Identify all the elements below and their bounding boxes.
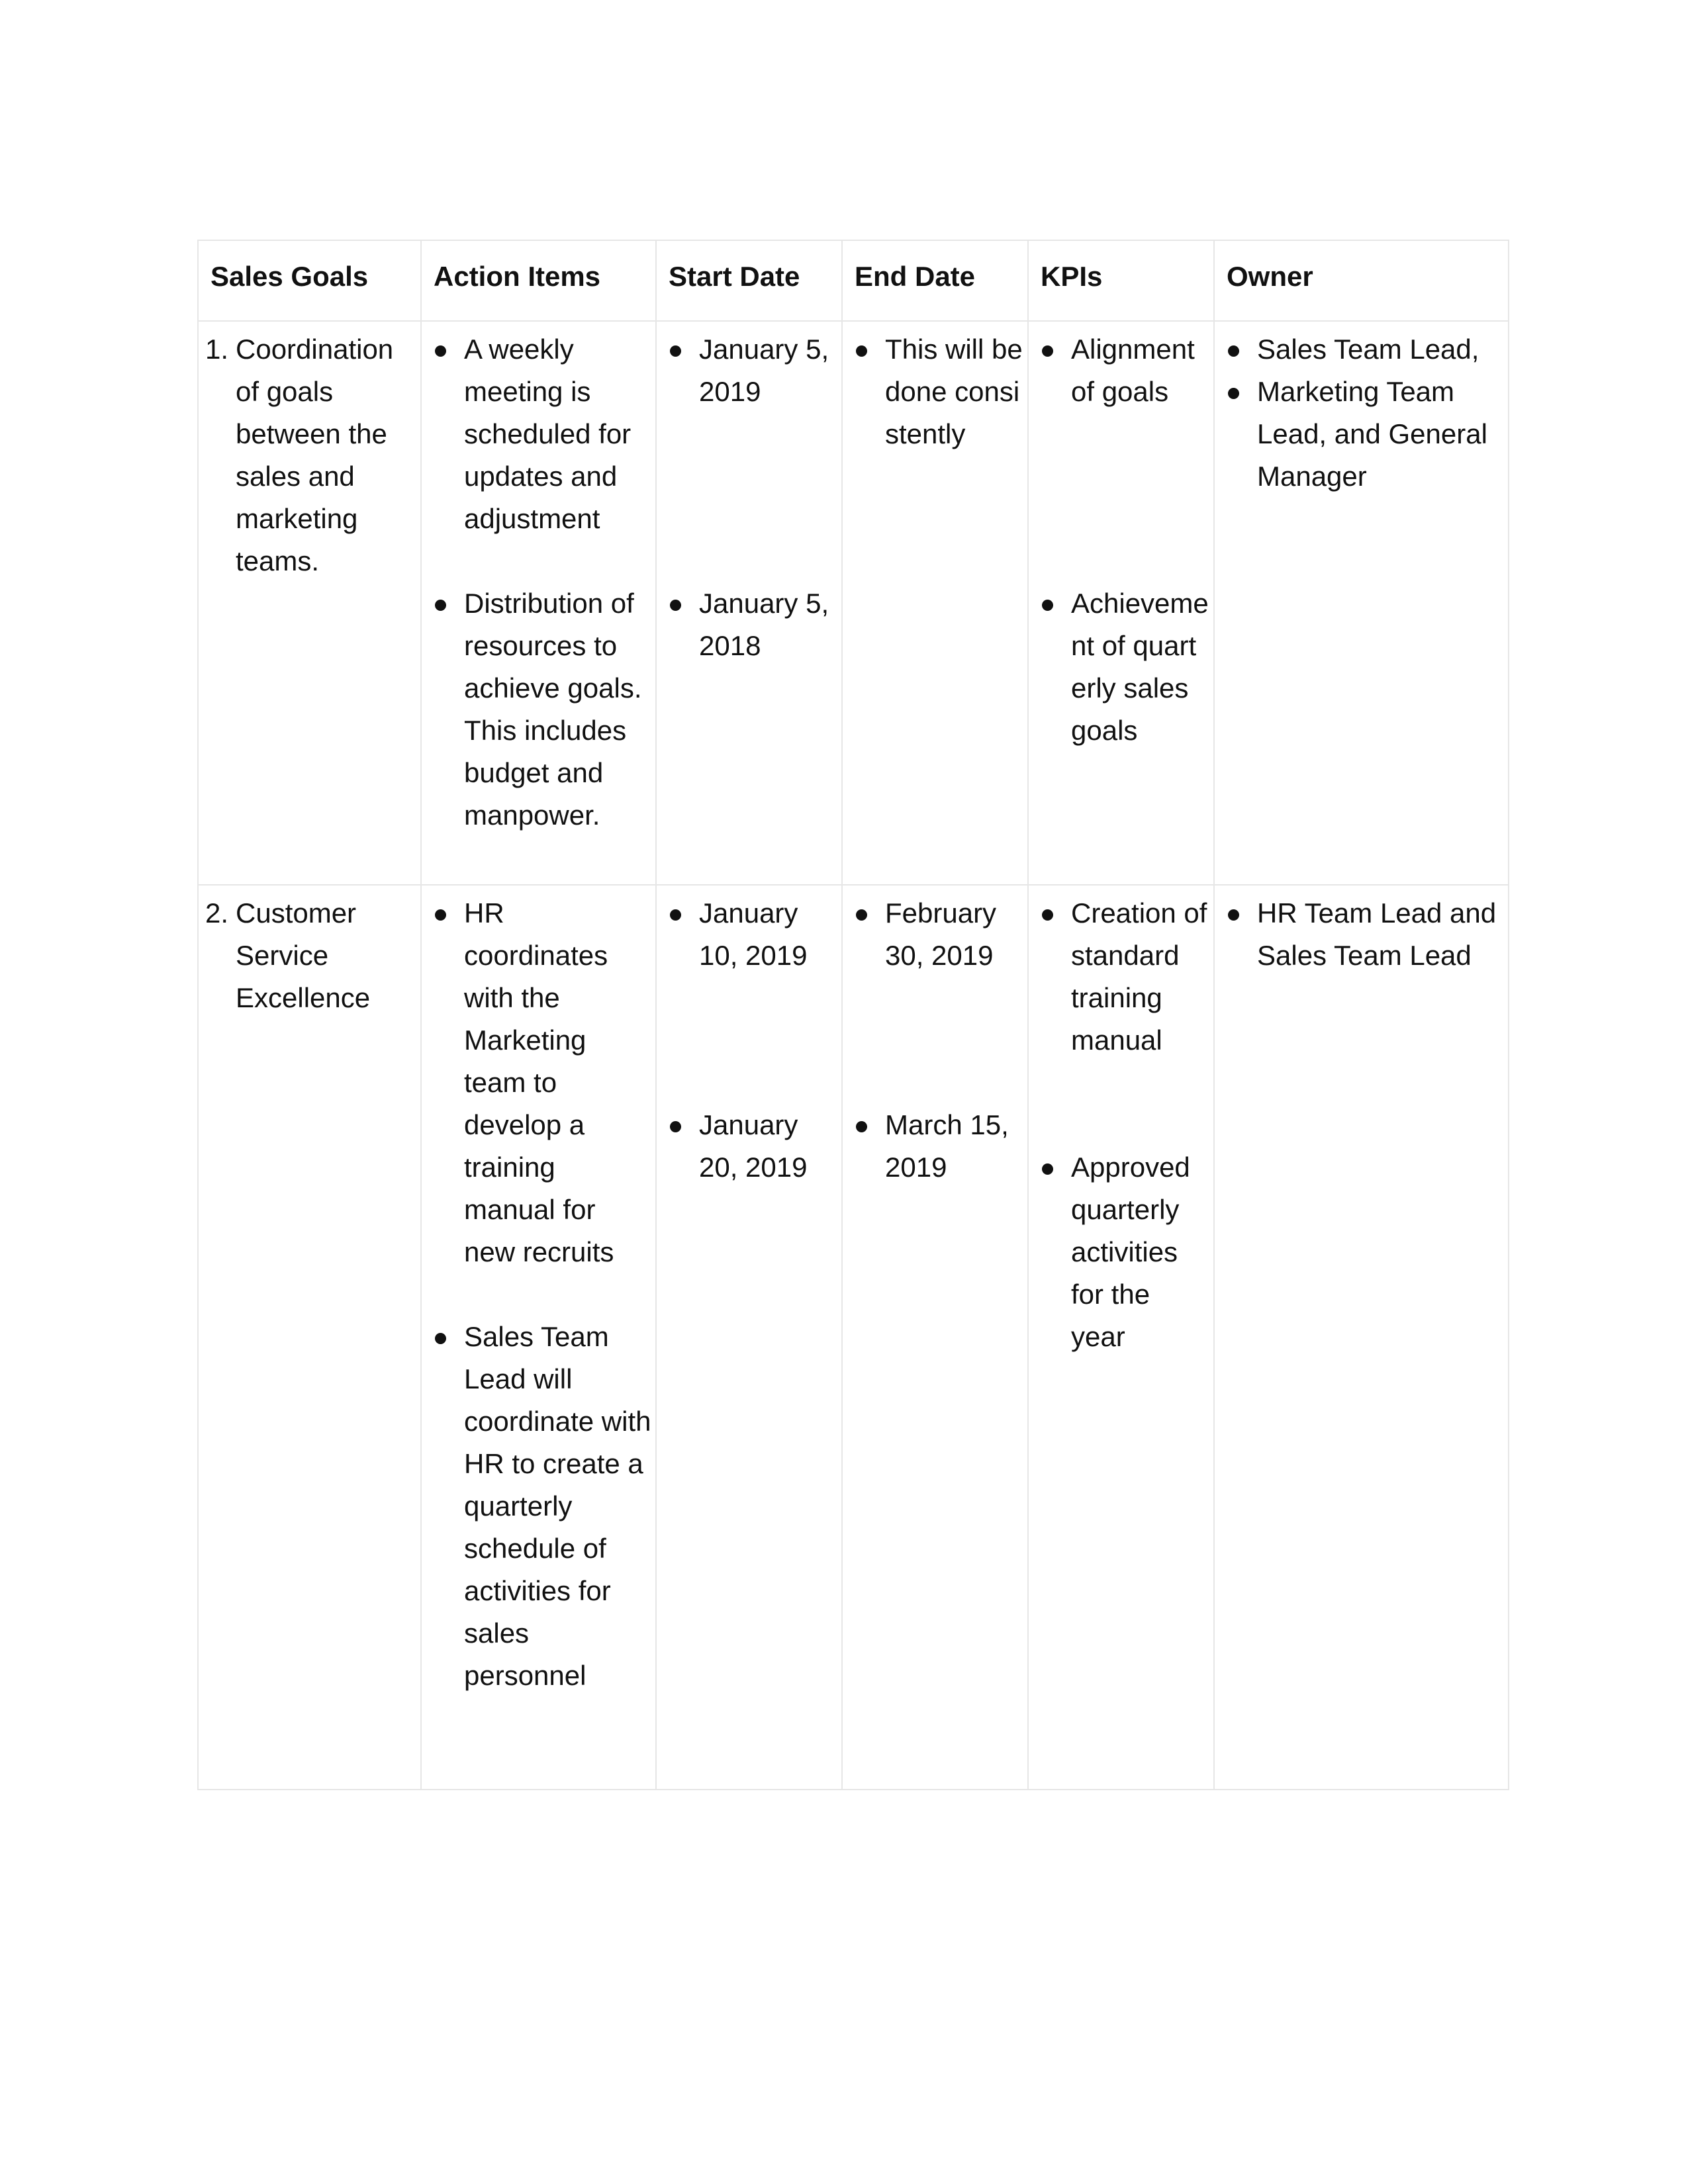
bullet-icon [1042,1163,1053,1175]
owner-item: HR Team Lead and Sales Team Lead [1221,892,1504,977]
sales-goal-cell [198,885,421,1790]
bullet-icon [1042,345,1053,357]
bullet-icon [435,909,446,921]
start-date-item: January 10, 2019 [663,892,837,977]
sales-goal-cell [198,321,421,885]
action-item: Distribution of resources to achieve goals. This includes budget and manpower. [428,582,651,837]
bullet-icon [435,345,446,357]
header-start-date: Start Date [656,240,842,321]
start-date-item: January 5, 2018 [663,582,837,667]
action-item: HR coordinates with the Marketing team to develop a training manual for new recruits [428,892,651,1273]
start-date-cell [656,885,842,1790]
bullet-icon [435,1333,446,1344]
action-items-cell [421,321,656,885]
bullet-icon [856,345,867,357]
table-row [198,321,1509,885]
bullet-icon [856,909,867,921]
sales-plan-table [197,240,1509,1790]
header-sales-goals: Sales Goals [198,240,421,321]
action-items-cell [421,885,656,1790]
table-row [198,885,1509,1790]
goal-number: 1. [205,334,229,365]
bullet-icon [670,1121,681,1132]
header-owner: Owner [1214,240,1509,321]
bullet-icon [1228,345,1239,357]
end-date-item: March 15, 2019 [849,1104,1023,1189]
bullet-icon [670,345,681,357]
owner-cell [1214,321,1509,885]
goal-text: Customer Service Excellence [236,897,371,1013]
end-date-item: February 30, 2019 [849,892,1023,977]
end-date-cell [842,321,1028,885]
sales-goal-item [205,892,416,1019]
start-date-cell [656,321,842,885]
kpi-item: Achievement of quarterly sales goals [1035,582,1209,752]
start-date-item: January 5, 2019 [663,328,837,413]
kpi-item: Alignment of goals [1035,328,1209,413]
end-date-item: This will be done consistently [849,328,1023,455]
sales-goal-item [205,328,416,582]
header-end-date: End Date [842,240,1028,321]
goal-text: Coordination of goals between the sales and marketing teams. [236,334,394,576]
bullet-icon [670,600,681,611]
action-item: Sales Team Lead will coordinate with HR to create a quarterly schedule of activities for sales personnel [428,1316,651,1697]
header-kpis: KPIs [1028,240,1214,321]
bullet-icon [1228,909,1239,921]
action-item: A weekly meeting is scheduled for updates and adjustment [428,328,651,540]
header-action-items: Action Items [421,240,656,321]
end-date-cell [842,885,1028,1790]
kpi-item: Creation of standard training manual [1035,892,1209,1062]
bullet-icon [1042,909,1053,921]
bullet-icon [1042,600,1053,611]
kpi-item: Approved quarterly activities for the year [1035,1146,1209,1358]
start-date-item: January 20, 2019 [663,1104,837,1189]
bullet-icon [856,1121,867,1132]
goal-number: 2. [205,897,229,929]
owner-item: Sales Team Lead, [1221,328,1504,371]
kpis-cell [1028,321,1214,885]
bullet-icon [435,600,446,611]
owner-item: Marketing Team Lead, and General Manager [1221,371,1504,498]
bullet-icon [1228,388,1239,399]
bullet-icon [670,909,681,921]
table-header-row [198,240,1509,321]
owner-cell [1214,885,1509,1790]
kpis-cell [1028,885,1214,1790]
